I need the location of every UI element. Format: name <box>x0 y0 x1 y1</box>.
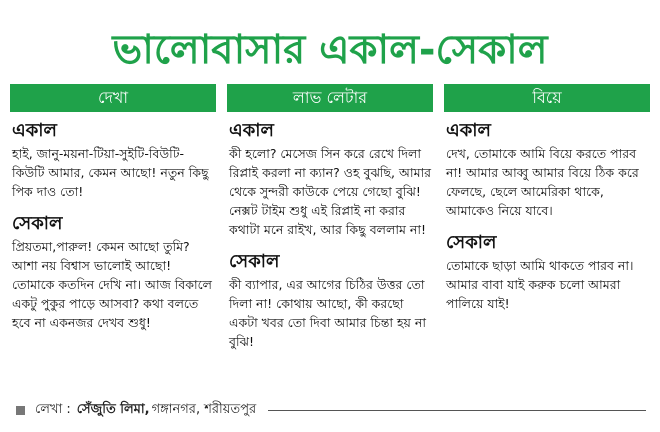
section-text: দেখ, তোমাকে আমি বিয়ে করতে পারব না! আমার আব্বু আমার বিয়ে ঠিক করে ফেলছে, ছেলে আমেরিকা থাকে, আমাকেও নিয়ে যাবে। <box>446 146 639 218</box>
section-heading-ekal: একাল <box>446 120 491 141</box>
section-heading-sekal: সেকাল <box>229 251 280 272</box>
column-header: লাভ লেটার <box>227 84 433 112</box>
column-header: বিয়ে <box>444 84 650 112</box>
byline <box>16 400 650 420</box>
byline-location: গঙ্গানগর, শরীয়তপুর <box>151 401 257 417</box>
column-biye <box>444 84 650 313</box>
section-heading-ekal: একাল <box>12 120 57 141</box>
section-text: হাই, জানু-ময়না-টিয়া-সুইটি-বিউটি-কিউটি আমার, কেমন আছো! নতুন কিছু পিক দাও তো! <box>12 146 209 199</box>
page-title: ভালোবাসার একাল-সেকাল <box>112 27 548 73</box>
section-text: কী ব্যাপার, এর আগের চিঠির উত্তর তো দিলা না! কোথায় আছো, কী করছো একটা খবর তো দিবা আমার চিন্তা হয় না বুঝি! <box>229 277 426 349</box>
section-heading-sekal: সেকাল <box>12 213 63 234</box>
square-bullet-icon <box>16 406 25 415</box>
byline-label: লেখা : <box>35 401 71 417</box>
byline-divider <box>268 410 646 411</box>
byline-author: সেঁজুতি লিমা, <box>76 401 150 417</box>
column-dekha <box>10 84 216 332</box>
section-text: প্রিয়তমা,পারুল! কেমন আছো তুমি? আশা নয় বিশ্বাস ভালোই আছো! তোমাকে কতদিন দেখি না। আজ বিকালে একটু পুকুর পাড়ে আসবা? কথা বলতে হবে না একনজর দেখব শুধু! <box>12 239 212 330</box>
column-header: দেখা <box>10 84 216 112</box>
section-text: তোমাকে ছাড়া আমি থাকতে পারব না। আমার বাবা যাই করুক চলো আমরা পালিয়ে যাই! <box>446 258 634 311</box>
column-love-letter <box>227 84 433 351</box>
section-text: কী হলো? মেসেজ সিন করে রেখে দিলা রিপ্লাই করলা না ক্যান? ওহ বুঝছি, আমার থেকে সুন্দরী কাউকে পেয়ে গেছো বুঝি! নেক্সট টাইম শুধু এই রিপ্লাই না করার কথাটা মনে রাইখ, আর কিছু বললাম না! <box>229 146 432 237</box>
section-heading-ekal: একাল <box>229 120 274 141</box>
section-heading-sekal: সেকাল <box>446 232 497 253</box>
